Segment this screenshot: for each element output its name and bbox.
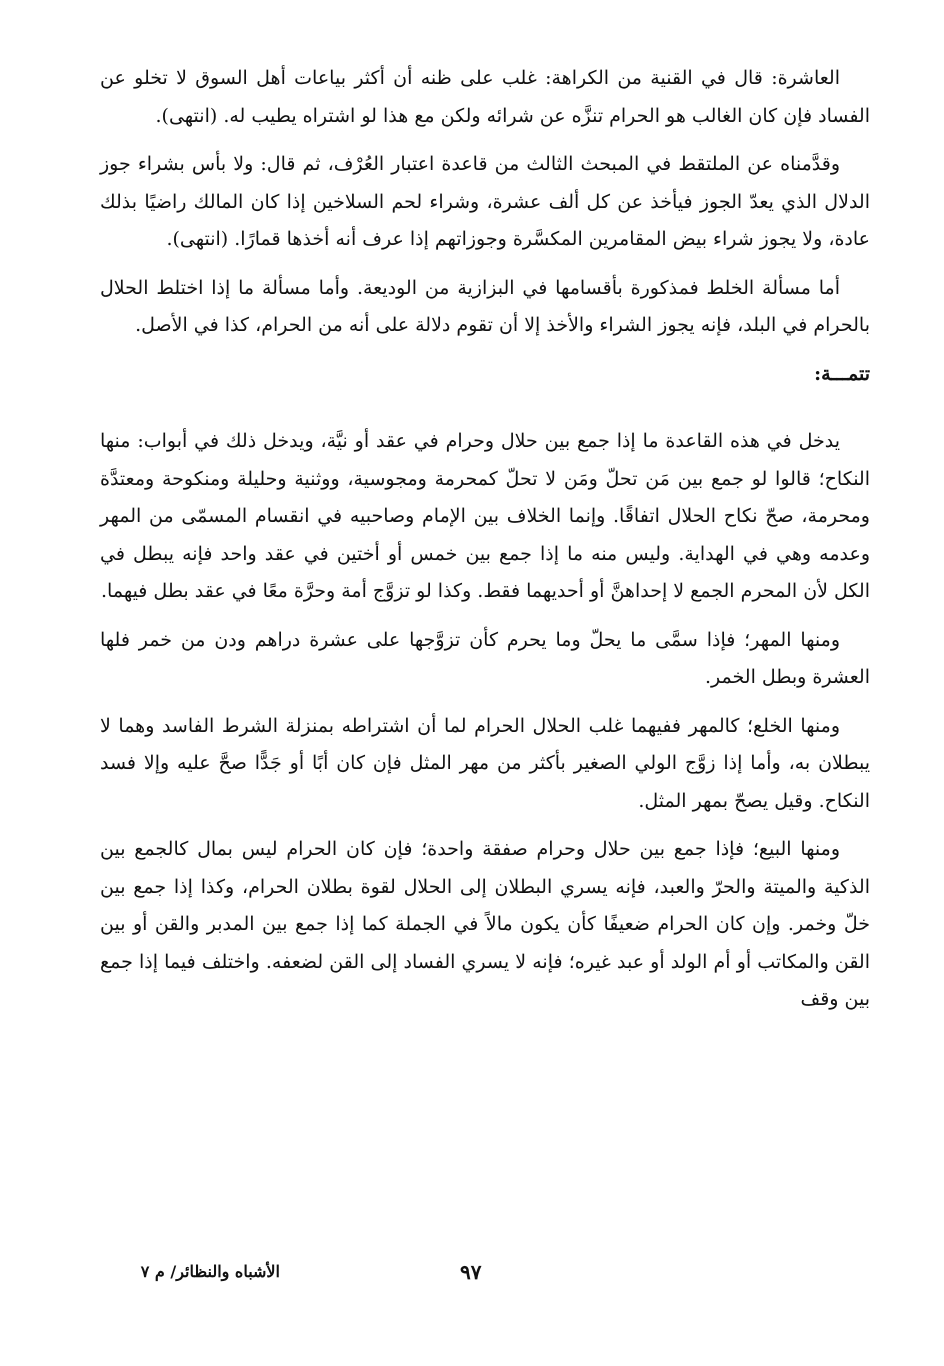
body-text: [100, 60, 870, 1030]
page-number: ٩٧: [460, 1260, 482, 1284]
paragraph-tenth-rule: العاشرة: قال في القنية من الكراهة: غلب على ظنه أن أكثر بياعات أهل السوق لا تخلو عن الفساد فإن كان الغالب هو الحرام تنزَّه عن شرائه ولكن مع هذا لو اشتراه يطيب له. (انتهى).: [100, 67, 870, 127]
paragraph-dowry: ومنها المهر؛ فإذا سمَّى ما يحلّ وما يحرم كأن تزوَّجها على عشرة دراهم ودن من خمر فلها العشرة وبطل الخمر.: [100, 628, 870, 688]
paragraph-multaqat-quote: وقدَّمناه عن الملتقط في المبحث الثالث من قاعدة اعتبار العُرْف، ثم قال: ولا بأس بشراء جوز الدلال الذي يعدّ الجوز فيأخذ عن كل ألف عشرة، وشراء لحم السلاخين إذا كان المالك راضيًا بذلك عادة، ولا يجوز شراء بيض المقامرين المكسَّرة وجوزاتهم إذا عرف أنه أخذها قمارًا. (انتهى).: [100, 153, 870, 250]
paragraph-sale: ومنها البيع؛ فإذا جمع بين حلال وحرام صفقة واحدة؛ فإن كان الحرام ليس بمال كالجمع بين الذكية والميتة والحرّ والعبد، فإنه يسري البطلان إلى الحلال لقوة بطلان الحرام، وكذا إذا جمع بين خلّ وخمر. وإن كان الحرام ضعيفًا كأن يكون مالاً في الجملة كما إذا جمع بين المدبر والقن أو بين القن والمكاتب أو أم الولد أو عبد غيره؛ فإنه لا يسري الفساد إلى القن لضعفه. واختلف فيما إذا جمع بين وقف: [100, 838, 870, 1010]
section-heading: تتمـــة:: [814, 362, 870, 385]
paragraph-marriage: يدخل في هذه القاعدة ما إذا جمع بين حلال وحرام في عقد أو نيَّة، ويدخل ذلك في أبواب: منها النكاح؛ قالوا لو جمع بين مَن تحلّ ومَن لا تحلّ كمحرمة ومجوسية، ووثنية وحليلة ومنكوحة ومعتدَّة ومحرمة، صحّ نكاح الحلال اتفاقًا. وإنما الخلاف بين الإمام وصاحبيه في انقسام المسمّى من المهر وعدمه وهي في الهداية. وليس منه ما إذا جمع بين خمس أو أختين في عقد واحد فإنه يبطل في الكل لأن المحرم الجمع لا إحداهنَّ أو أحديهما فقط. وكذا لو تزوَّج أمة وحرَّة معًا في عقد بطل فيهما.: [100, 430, 870, 602]
footer-book-title: الأشباه والنظائر/ م ٧: [140, 1262, 280, 1281]
page-footer: [100, 1262, 870, 1292]
paragraph-khul: ومنها الخلع؛ كالمهر ففيهما غلب الحلال الحرام لما أن اشتراطه بمنزلة الشرط الفاسد وهما لا يبطلان به، وأما إذا زوَّج الولي الصغير بأكثر من مهر المثل فإن كان أبًا أو جَدًّا صحَّ عليه وإلا فسد النكاح. وقيل يصحّ بمهر المثل.: [100, 714, 870, 812]
paragraph-mixing-issue: أما مسألة الخلط فمذكورة بأقسامها في البزازية من الوديعة. وأما مسألة ما إذا اختلط الحلال بالحرام في البلد، فإنه يجوز الشراء والأخذ إلا أن تقوم دلالة على أنه من الحرام، كذا في الأصل.: [100, 276, 870, 336]
